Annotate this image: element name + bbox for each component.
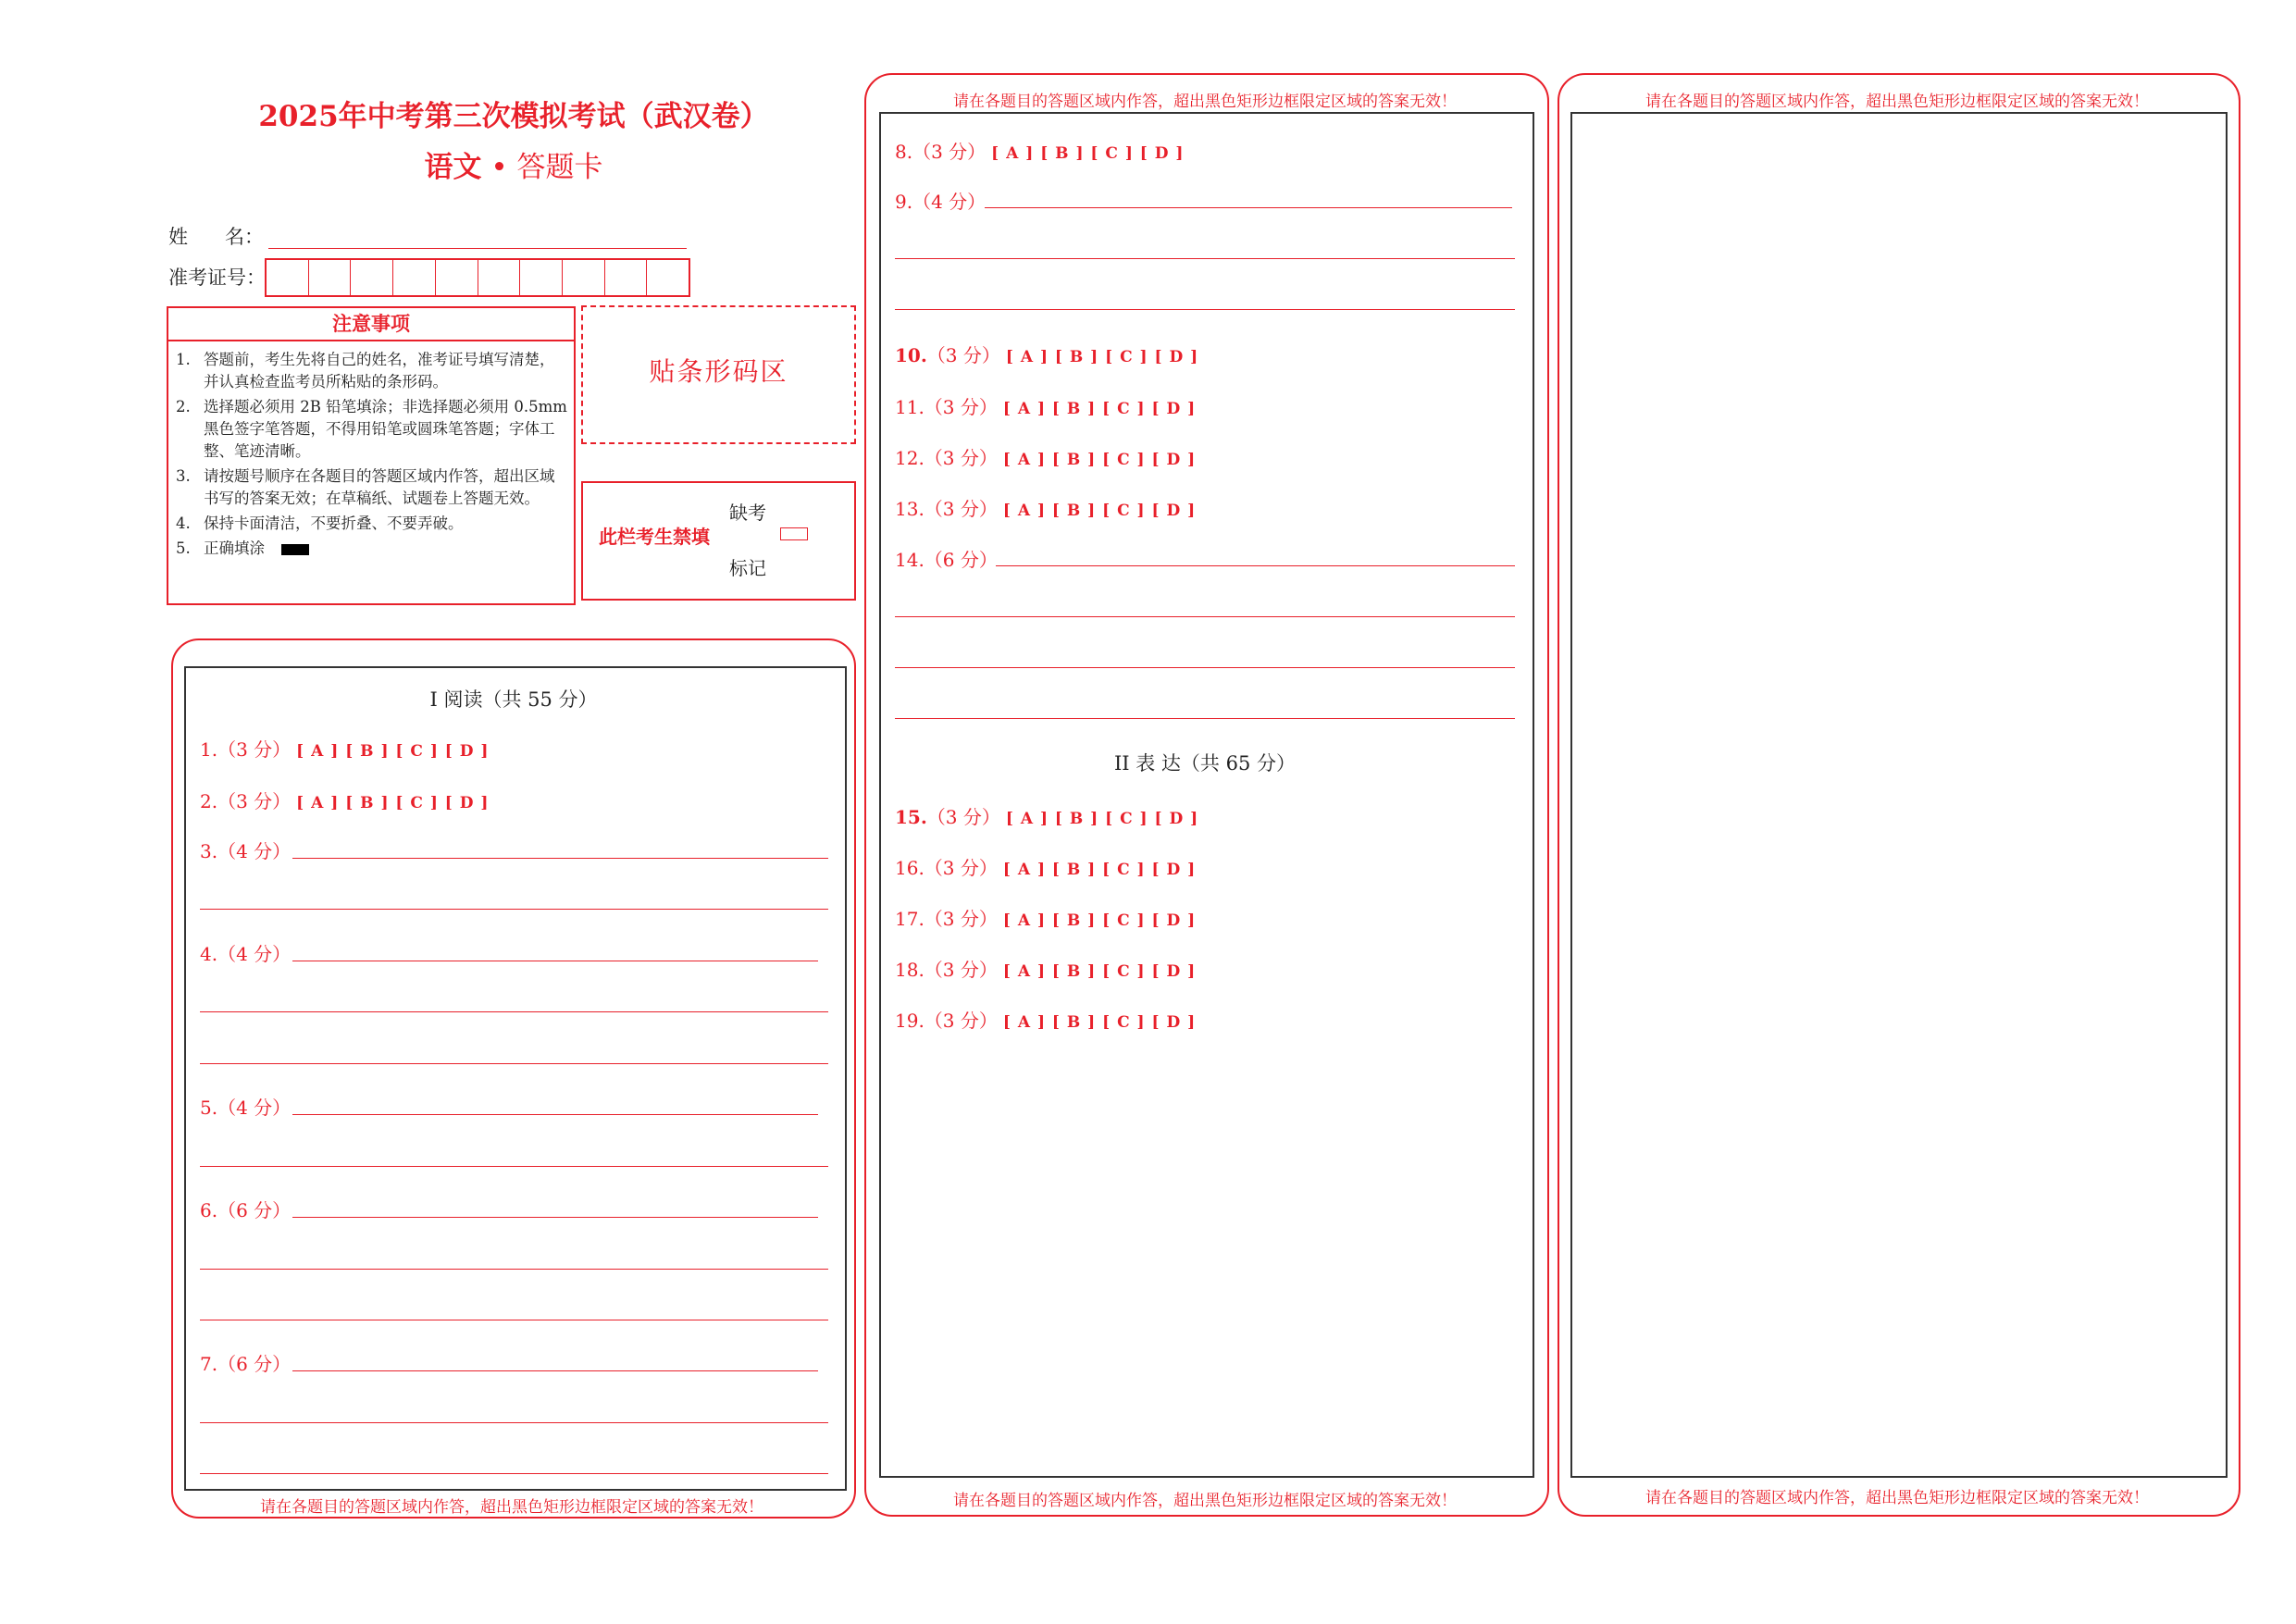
name-label: 姓 名： (168, 226, 265, 248)
notice-item-number: 5. (176, 539, 191, 557)
warning-bottom-1: 请在各题目的答题区域内作答，超出黑色矩形边框限定区域的答案无效！ (260, 1498, 763, 1517)
question-15[interactable] (895, 802, 1198, 829)
id-cell[interactable] (267, 260, 309, 295)
notice-item-number: 4. (176, 514, 191, 532)
barcode-label: 贴条形码区 (649, 356, 788, 387)
question-label: 1.（3 分） (200, 738, 292, 761)
question-number: 10. (895, 344, 927, 366)
answer-line[interactable] (200, 1063, 828, 1064)
question-2[interactable] (200, 787, 489, 813)
answer-line[interactable] (292, 1217, 818, 1218)
warning-top-2: 请在各题目的答题区域内作答，超出黑色矩形边框限定区域的答案无效！ (953, 93, 1457, 111)
correct-fill-sample-icon (281, 544, 309, 555)
notice-item-text: 请按题号顺序在各题目的答题区域内作答，超出区域书写的答案无效；在草稿纸、试题卷上答题无效。 (204, 467, 555, 507)
answer-line[interactable] (895, 718, 1515, 719)
question-4: 4.（4 分） (200, 943, 292, 965)
answer-line[interactable] (200, 1473, 828, 1474)
absent-label-line1: 缺考 (729, 502, 766, 524)
choice-options[interactable]: [ A ] [ B ] [ C ] [ D ] (1002, 400, 1197, 418)
section-title-expression: II 表 达（共 65 分） (1113, 752, 1296, 775)
question-8[interactable] (895, 137, 1184, 164)
card-label: 答题卡 (516, 151, 603, 184)
notice-item-number: 1. (176, 351, 191, 368)
id-cell[interactable] (520, 260, 563, 295)
notice-item-text: 保持卡面清洁，不要折叠、不要弄破。 (204, 514, 464, 532)
id-number-boxes[interactable] (265, 258, 690, 297)
card-title (167, 143, 861, 185)
answer-line[interactable] (292, 1114, 818, 1115)
question-label: 17.（3 分） (895, 908, 998, 930)
id-cell[interactable] (351, 260, 393, 295)
question-14: 14.（6 分） (895, 549, 998, 571)
absent-mark-box[interactable] (780, 527, 808, 540)
answer-line[interactable] (895, 616, 1515, 617)
notice-box (167, 306, 576, 605)
id-cell[interactable] (478, 260, 521, 295)
answer-line[interactable] (996, 565, 1515, 566)
absent-box (581, 481, 856, 601)
choice-options[interactable]: [ A ] [ B ] [ C ] [ D ] (1005, 810, 1199, 828)
question-16[interactable] (895, 853, 1196, 880)
absent-label-line2: 标记 (729, 557, 766, 579)
answer-line[interactable] (200, 909, 828, 910)
answer-line[interactable] (895, 667, 1515, 668)
answer-line[interactable] (200, 1011, 828, 1012)
notice-item (176, 396, 568, 463)
answer-line[interactable] (292, 858, 828, 859)
id-cell[interactable] (393, 260, 436, 295)
question-7: 7.（6 分） (200, 1353, 292, 1375)
title-dot: • (490, 151, 508, 184)
notice-item-number: 2. (176, 398, 191, 415)
notice-list (168, 341, 574, 560)
question-9: 9.（4 分） (895, 191, 987, 213)
id-label: 准考证号： (168, 267, 266, 289)
question-label: 18.（3 分） (895, 959, 998, 981)
notice-item-number: 3. (176, 467, 191, 485)
warning-bottom-2: 请在各题目的答题区域内作答，超出黑色矩形边框限定区域的答案无效！ (953, 1492, 1457, 1510)
name-field[interactable] (268, 248, 687, 249)
notice-item-text: 答题前，考生先将自己的姓名，准考证号填写清楚，并认真检查监考员所粘贴的条形码。 (204, 351, 555, 391)
question-1[interactable] (200, 735, 489, 762)
answer-line[interactable] (895, 309, 1515, 310)
choice-options[interactable]: [ A ] [ B ] [ C ] [ D ] (1002, 861, 1197, 879)
warning-bottom-3: 请在各题目的答题区域内作答，超出黑色矩形边框限定区域的答案无效！ (1645, 1489, 2149, 1507)
answer-line[interactable] (200, 1422, 828, 1423)
question-17[interactable] (895, 904, 1196, 931)
question-18[interactable] (895, 955, 1196, 982)
id-cell[interactable] (605, 260, 648, 295)
choice-options[interactable]: [ A ] [ B ] [ C ] [ D ] (1002, 502, 1197, 520)
notice-item (176, 538, 568, 560)
notice-item-text: 选择题必须用 2B 铅笔填涂；非选择题必须用 0.5mm 黑色签字笔答题，不得用铅笔或圆珠笔答题；字体工整、笔迹清晰。 (204, 398, 567, 460)
question-label: 8.（3 分） (895, 141, 987, 163)
notice-title: 注意事项 (168, 308, 574, 341)
question-5: 5.（4 分） (200, 1097, 292, 1119)
choice-options[interactable]: [ A ] [ B ] [ C ] [ D ] (296, 794, 490, 812)
notice-item (176, 465, 568, 510)
notice-item-text: 正确填涂 (204, 539, 265, 557)
question-label: 19.（3 分） (895, 1010, 998, 1032)
answer-line[interactable] (985, 207, 1512, 208)
question-11[interactable] (895, 392, 1196, 419)
answer-line[interactable] (292, 1370, 818, 1371)
question-label: 2.（3 分） (200, 790, 292, 812)
notice-item (176, 349, 568, 393)
warning-top-3: 请在各题目的答题区域内作答，超出黑色矩形边框限定区域的答案无效！ (1645, 93, 2149, 111)
question-6: 6.（6 分） (200, 1199, 292, 1221)
question-label: （3 分） (926, 344, 1000, 366)
barcode-area (581, 305, 856, 444)
choice-options[interactable]: [ A ] [ B ] [ C ] [ D ] (1005, 348, 1199, 366)
question-number: 15. (895, 806, 927, 828)
question-10[interactable] (895, 341, 1198, 367)
subject-label: 语文 (424, 151, 482, 184)
section-title-reading: I 阅读（共 55 分） (429, 688, 598, 711)
question-label: 12.（3 分） (895, 447, 998, 469)
question-label: 11.（3 分） (895, 396, 998, 418)
answer-line[interactable] (200, 1166, 828, 1167)
question-3: 3.（4 分） (200, 840, 292, 862)
answer-frame-column2 (879, 112, 1534, 1478)
absent-restricted-label: 此栏考生禁填 (599, 526, 710, 548)
answer-line[interactable] (200, 1269, 828, 1270)
choice-options[interactable]: [ A ] [ B ] [ C ] [ D ] (296, 742, 490, 761)
question-label: （3 分） (926, 806, 1000, 828)
choice-options[interactable]: [ A ] [ B ] [ C ] [ D ] (1002, 451, 1197, 469)
choice-options[interactable]: [ A ] [ B ] [ C ] [ D ] (1002, 1013, 1197, 1032)
answer-line[interactable] (895, 258, 1515, 259)
question-label: 13.（3 分） (895, 498, 998, 520)
id-cell[interactable] (309, 260, 352, 295)
question-12[interactable] (895, 443, 1196, 470)
choice-options[interactable]: [ A ] [ B ] [ C ] [ D ] (1002, 962, 1197, 981)
exam-title: 2025年中考第三次模拟考试（武汉卷） (258, 100, 769, 133)
id-cell[interactable] (647, 260, 689, 295)
id-cell[interactable] (436, 260, 478, 295)
question-label: 16.（3 分） (895, 857, 998, 879)
question-19[interactable] (895, 1006, 1196, 1033)
answer-frame-column3[interactable] (1570, 112, 2228, 1478)
question-13[interactable] (895, 494, 1196, 521)
id-cell[interactable] (563, 260, 605, 295)
choice-options[interactable]: [ A ] [ B ] [ C ] [ D ] (991, 144, 1185, 163)
choice-options[interactable]: [ A ] [ B ] [ C ] [ D ] (1002, 911, 1197, 930)
notice-item (176, 513, 568, 535)
